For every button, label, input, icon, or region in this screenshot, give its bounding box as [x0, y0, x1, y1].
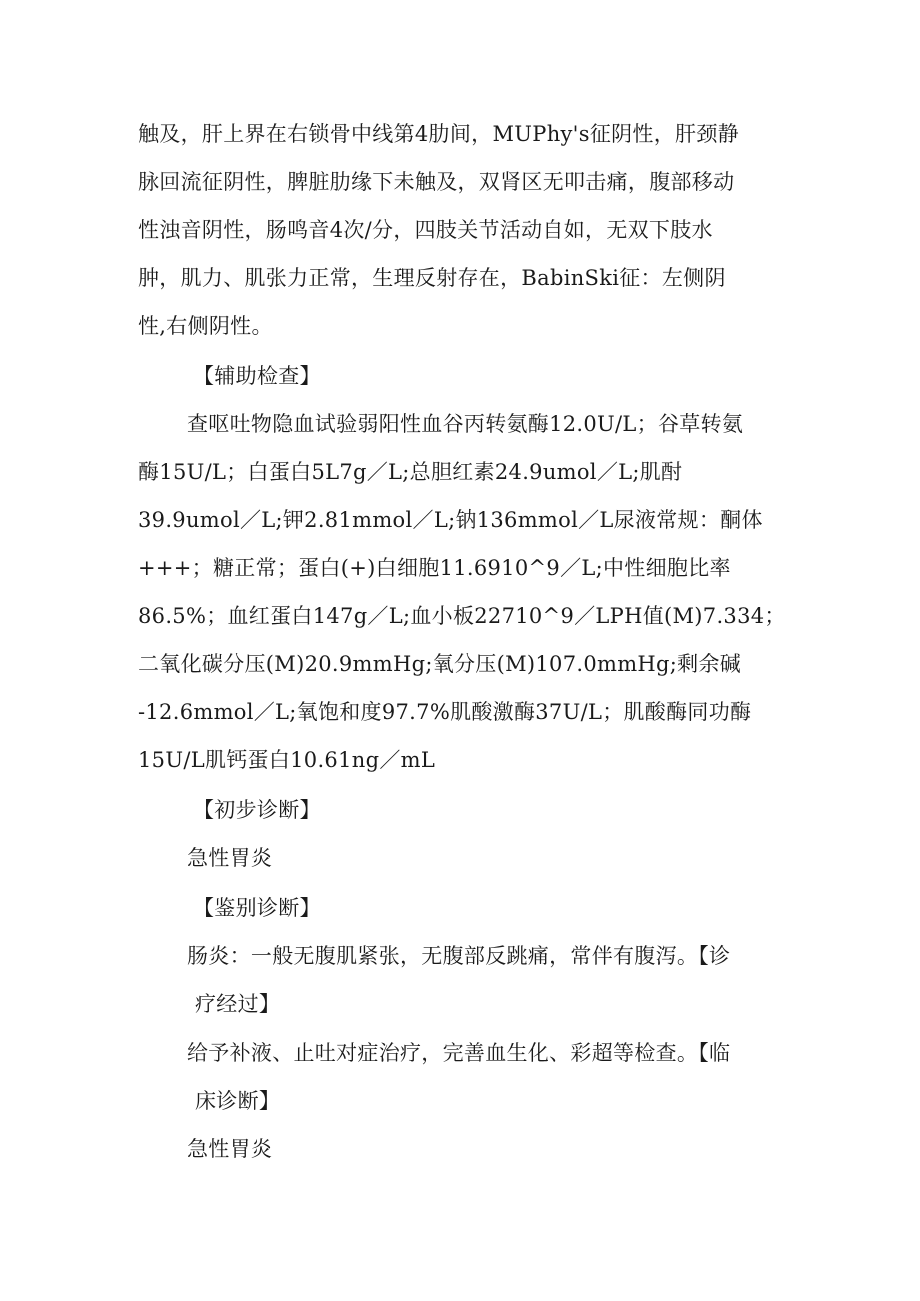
physical-exam-line-3: 性浊音阴性，肠鸣音4次/分，四肢关节活动自如，无双下肢水	[138, 218, 713, 242]
physical-exam-line-4: 肿，肌力、肌张力正常，生理反射存在，BabinSki征：左侧阴	[138, 266, 726, 290]
auxiliary-exam-line-5: 86.5%；血红蛋白147g／L;血小板22710^9／LPH值(M)7.334；	[138, 604, 786, 628]
auxiliary-exam-heading: 【辅助检查】	[193, 364, 321, 388]
auxiliary-exam-line-7: -12.6mmol／L;氧饱和度97.7%肌酸激酶37U/L；肌酸酶同功酶	[138, 700, 752, 724]
auxiliary-exam-line-2: 酶15U/L；白蛋白5L7g／L;总胆红素24.9umol／L;肌酎	[138, 460, 683, 484]
preliminary-diagnosis-text: 急性胃炎	[187, 846, 273, 870]
differential-diagnosis-heading: 【鉴别诊断】	[193, 896, 321, 920]
clinical-diagnosis-text: 急性胃炎	[187, 1137, 273, 1161]
physical-exam-line-2: 脉回流征阴性，脾脏肋缘下未触及，双肾区无叩击痛，腹部移动	[138, 170, 735, 194]
physical-exam-line-1: 触及，肝上界在右锁骨中线第4肋间，MUPhy's征阴性，肝颈静	[138, 122, 739, 146]
physical-exam-line-5: 性,右侧阴性。	[138, 314, 273, 338]
differential-diagnosis-line-2: 疗经过】	[195, 992, 281, 1016]
treatment-line-2: 床诊断】	[195, 1089, 281, 1113]
auxiliary-exam-line-8: 15U/L肌钙蛋白10.61ng／mL	[138, 748, 436, 772]
differential-diagnosis-line-1: 肠炎：一般无腹肌紧张，无腹部反跳痛，常伴有腹泻。【诊	[187, 944, 731, 968]
auxiliary-exam-line-4: +++；糖正常；蛋白(+)白细胞11.6910^9／L;中性细胞比率	[138, 556, 731, 580]
auxiliary-exam-line-3: 39.9umol／L;钾2.81mmol／L;钠136mmol／L尿液常规：酮体	[138, 508, 763, 532]
auxiliary-exam-line-6: 二氧化碳分压(M)20.9mmHg;氧分压(M)107.0mmHg;剩余碱	[138, 652, 742, 676]
treatment-line-1: 给予补液、止吐对症治疗，完善血生化、彩超等检查。【临	[187, 1041, 731, 1065]
auxiliary-exam-line-1: 查呕吐物隐血试验弱阳性血谷丙转氨酶12.0U/L；谷草转氨	[187, 412, 744, 436]
preliminary-diagnosis-heading: 【初步诊断】	[193, 798, 321, 822]
